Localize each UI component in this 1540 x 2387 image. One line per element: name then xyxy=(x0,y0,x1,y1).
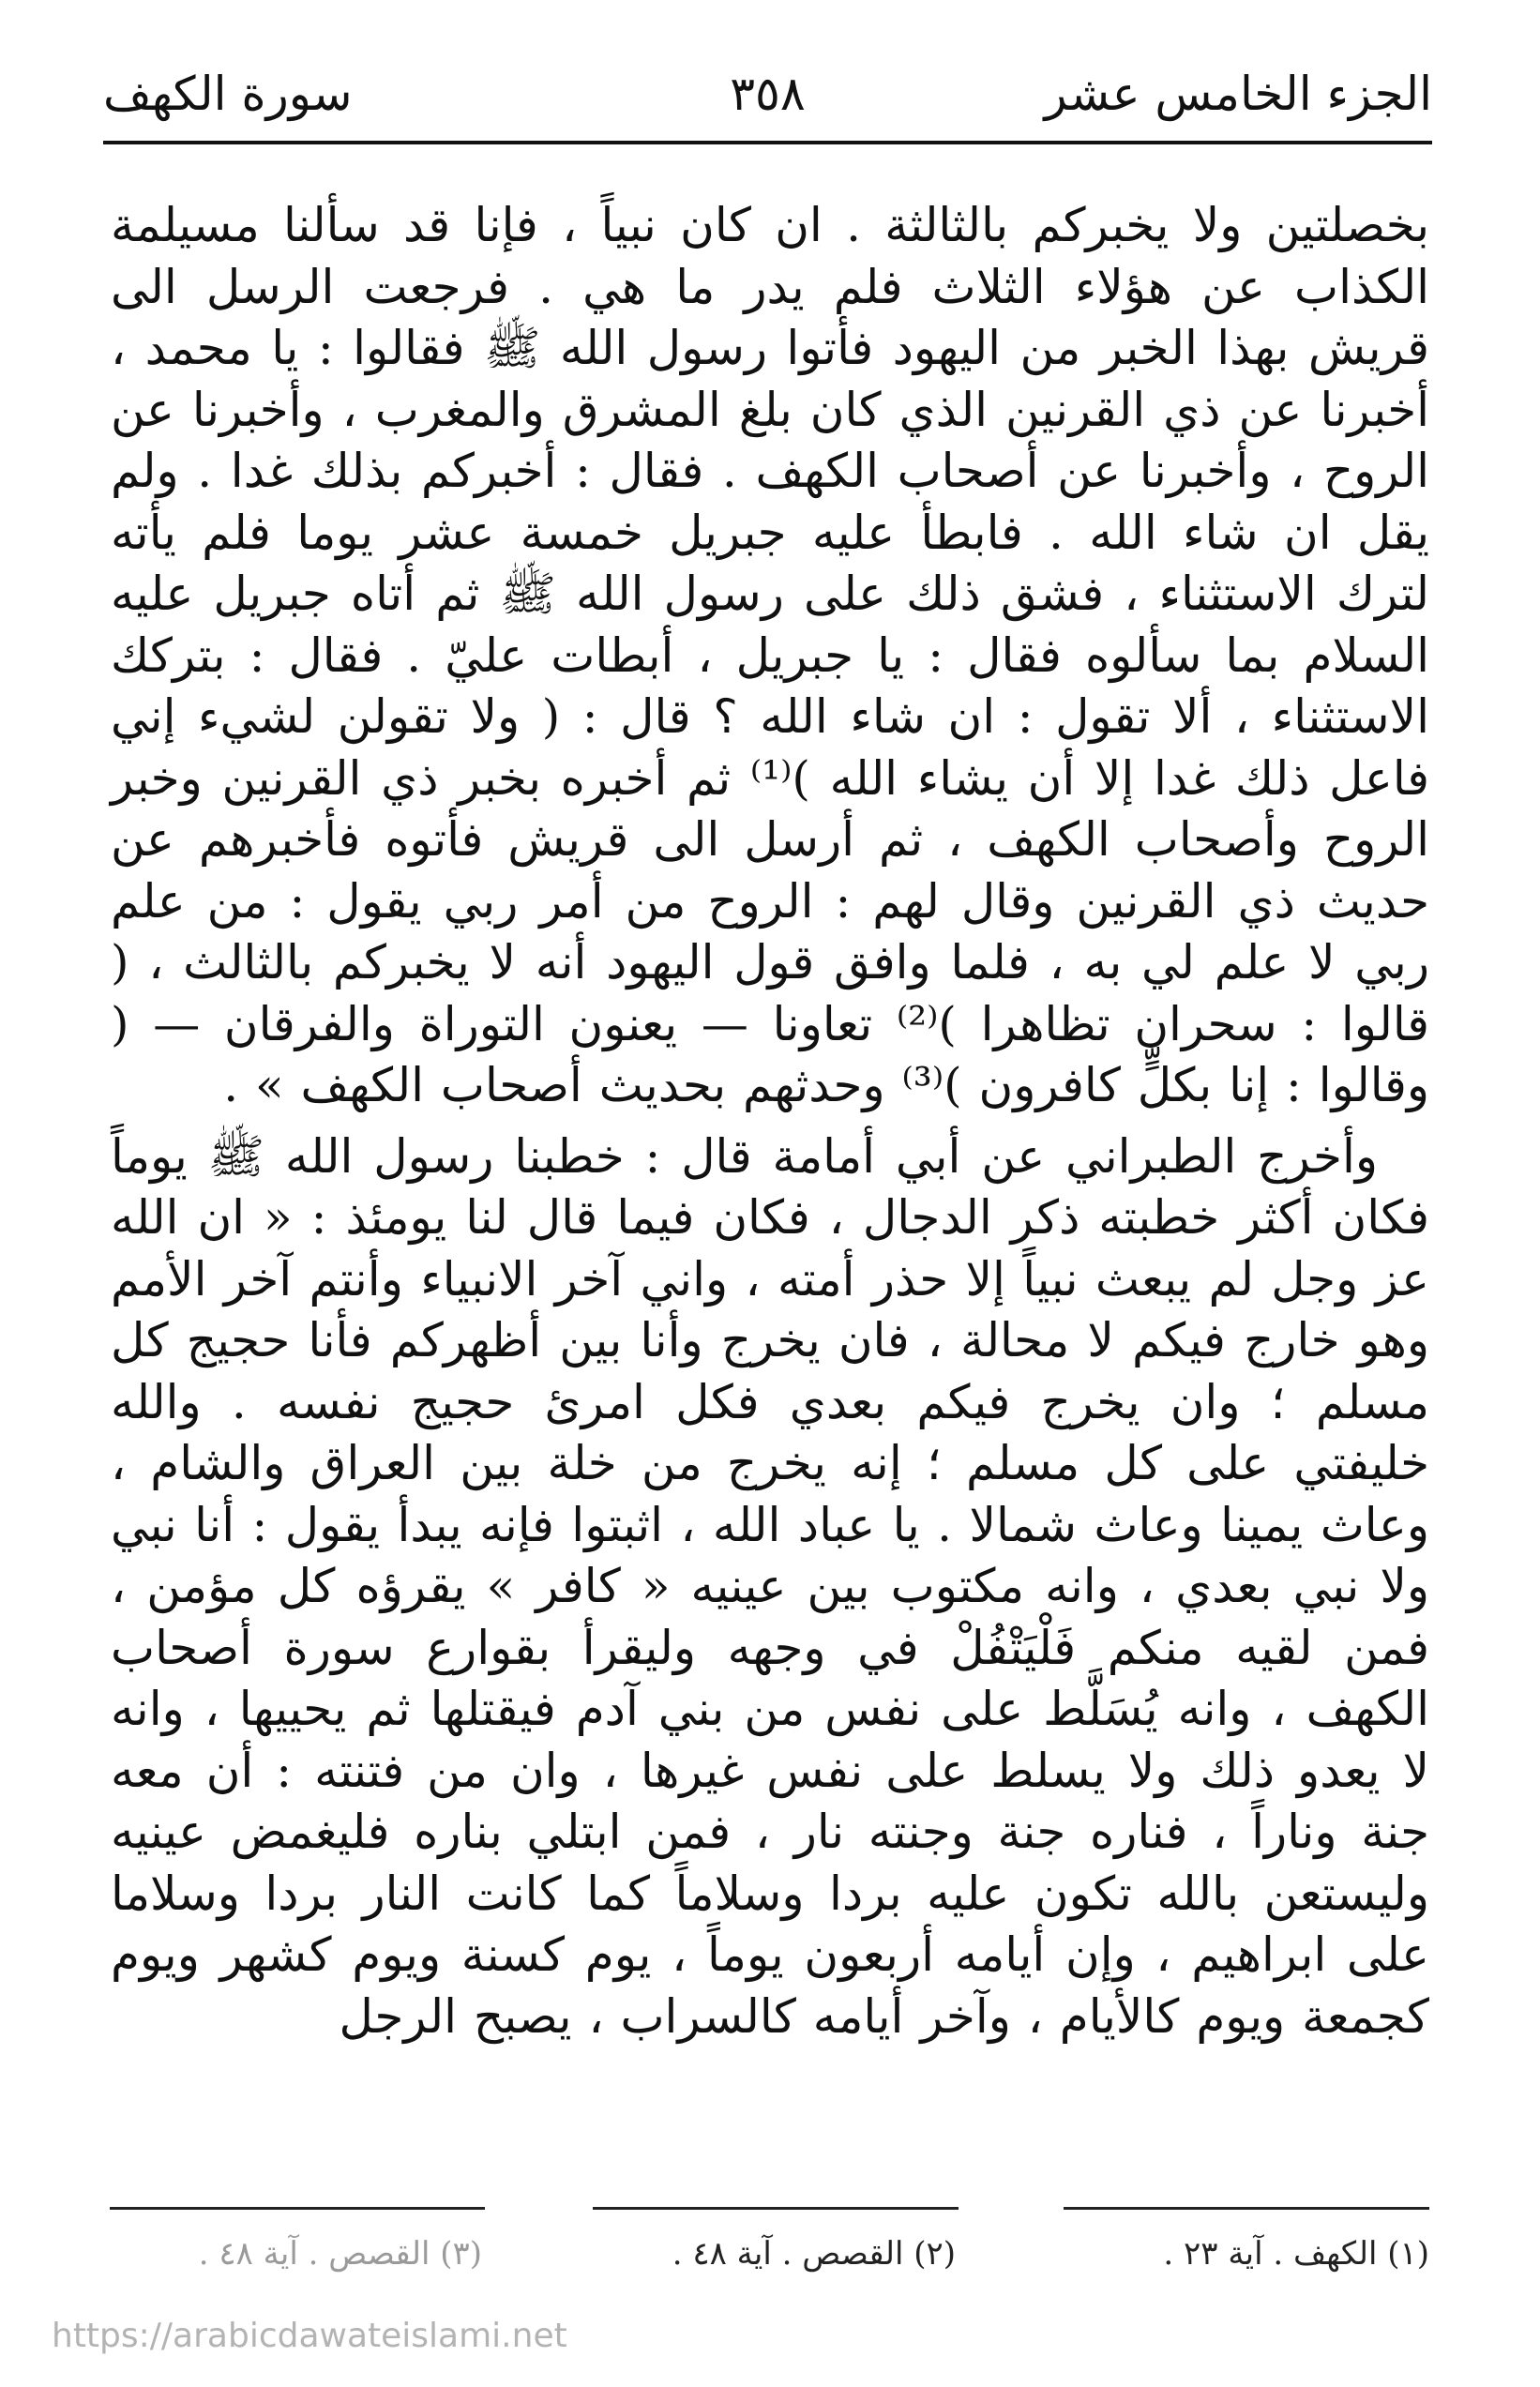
page-number: ٣٥٨ xyxy=(730,67,806,121)
footnote-1: (١) الكهف . آية ٢٣ . xyxy=(1163,2235,1429,2273)
footnotes xyxy=(111,2230,1429,2287)
footnote-divider xyxy=(593,2207,959,2210)
paragraph-1: بخصلتين ولا يخبركم بالثالثة . ان كان نبياً ، فإنا قد سألنا مسيلمة الكذاب عن هؤلاء الثلاث فلم يدر ما هي . فرجعت الرسل الى قريش بهذا الخبر من اليهود فأتوا رسول الله ﷺ فقالوا : يا محمد ، أخبرنا عن ذي القرنين الذي كان بلغ المشرق والمغرب ، وأخبرنا عن الروح ، وأخبرنا عن أصحاب الكهف . فقال : أخبركم بذلك غدا . ولم يقل ان شاء الله . فابطأ عليه جبريل خمسة عشر يوما فلم يأته لترك الاستثناء ، فشق ذلك على رسول الله ﷺ ثم أتاه جبريل عليه السلام بما سألوه فقال : يا جبريل ، أبطات عليّ . فقال : بتركك الاستثناء ، ألا تقول : ان شاء الله ؟ قال : ( ولا تقولن لشيء إني فاعل ذلك غدا إلا أن يشاء الله )⁽¹⁾ ثم أخبره بخبر ذي القرنين وخبر الروح وأصحاب الكهف ، ثم أرسل الى قريش فأتوه فأخبرهم عن حديث ذي القرنين وقال لهم : الروح من أمر ربي يقول : من علم ربي لا علم لي به ، فلما وافق قول اليهود أنه لا يخبركم بالثالث ، ( قالوا : سحران تظاهرا )⁽²⁾ تعاونا — يعنون التوراة والفرقان — ( وقالوا : إنا بكلٍّ كافرون )⁽³⁾ وحدثهم بحديث أصحاب الكهف » . xyxy=(111,198,1430,1112)
footnote-divider xyxy=(110,2207,485,2210)
footnote-3: (٣) القصص . آية ٤٨ . xyxy=(198,2235,482,2273)
footnote-2: (٢) القصص . آية ٤٨ . xyxy=(672,2235,956,2273)
watermark-url: https://arabicdawateislami.net xyxy=(52,2317,567,2355)
header-part-title: الجزء الخامس عشر xyxy=(1044,67,1432,121)
header-surah-title: سورة الكهف xyxy=(103,67,353,121)
paragraph-2: وأخرج الطبراني عن أبي أمامة قال : خطبنا رسول الله ﷺ يوماً فكان أكثر خطبته ذكر الدجال ، فكان فيما قال لنا يومئذ : « ان الله عز وجل لم يبعث نبياً إلا حذر أمته ، واني آخر الانبياء وأنتم آخر الأمم وهو خارج فيكم لا محالة ، فان يخرج وأنا بين أظهركم فأنا حجيج كل مسلم ؛ وان يخرج فيكم بعدي فكل امرئ حجيج نفسه . والله خليفتي على كل مسلم ؛ إنه يخرج من خلة بين العراق والشام ، وعاث يمينا وعاث شمالا . يا عباد الله ، اثبتوا فإنه يبدأ يقول : أنا نبي ولا نبي بعدي ، وانه مكتوب بين عينيه « كافر » يقرؤه كل مؤمن ، فمن لقيه منكم فَلْيَتْفُلْ في وجهه وليقرأ بقوارع سورة أصحاب الكهف ، وانه يُسَلَّط على نفس من بني آدم فيقتلها ثم يحييها ، وانه لا يعدو ذلك ولا يسلط على نفس غيرها ، وان من فتنته : أن معه جنة وناراً ، فناره جنة وجنته نار ، فمن ابتلي بناره فليغمض عينيه وليستعن بالله تكون عليه بردا وسلاماً كما كانت النار بردا وسلاما على ابراهيم ، وإن أيامه أربعون يوماً ، يوم كسنة ويوم كشهر ويوم كجمعة ويوم كالأيام ، وآخر أيامه كالسراب ، يصبح الرجل xyxy=(111,1128,1429,2044)
running-header xyxy=(103,52,1432,144)
footnote-divider xyxy=(1064,2207,1429,2210)
main-text xyxy=(111,195,1429,2047)
